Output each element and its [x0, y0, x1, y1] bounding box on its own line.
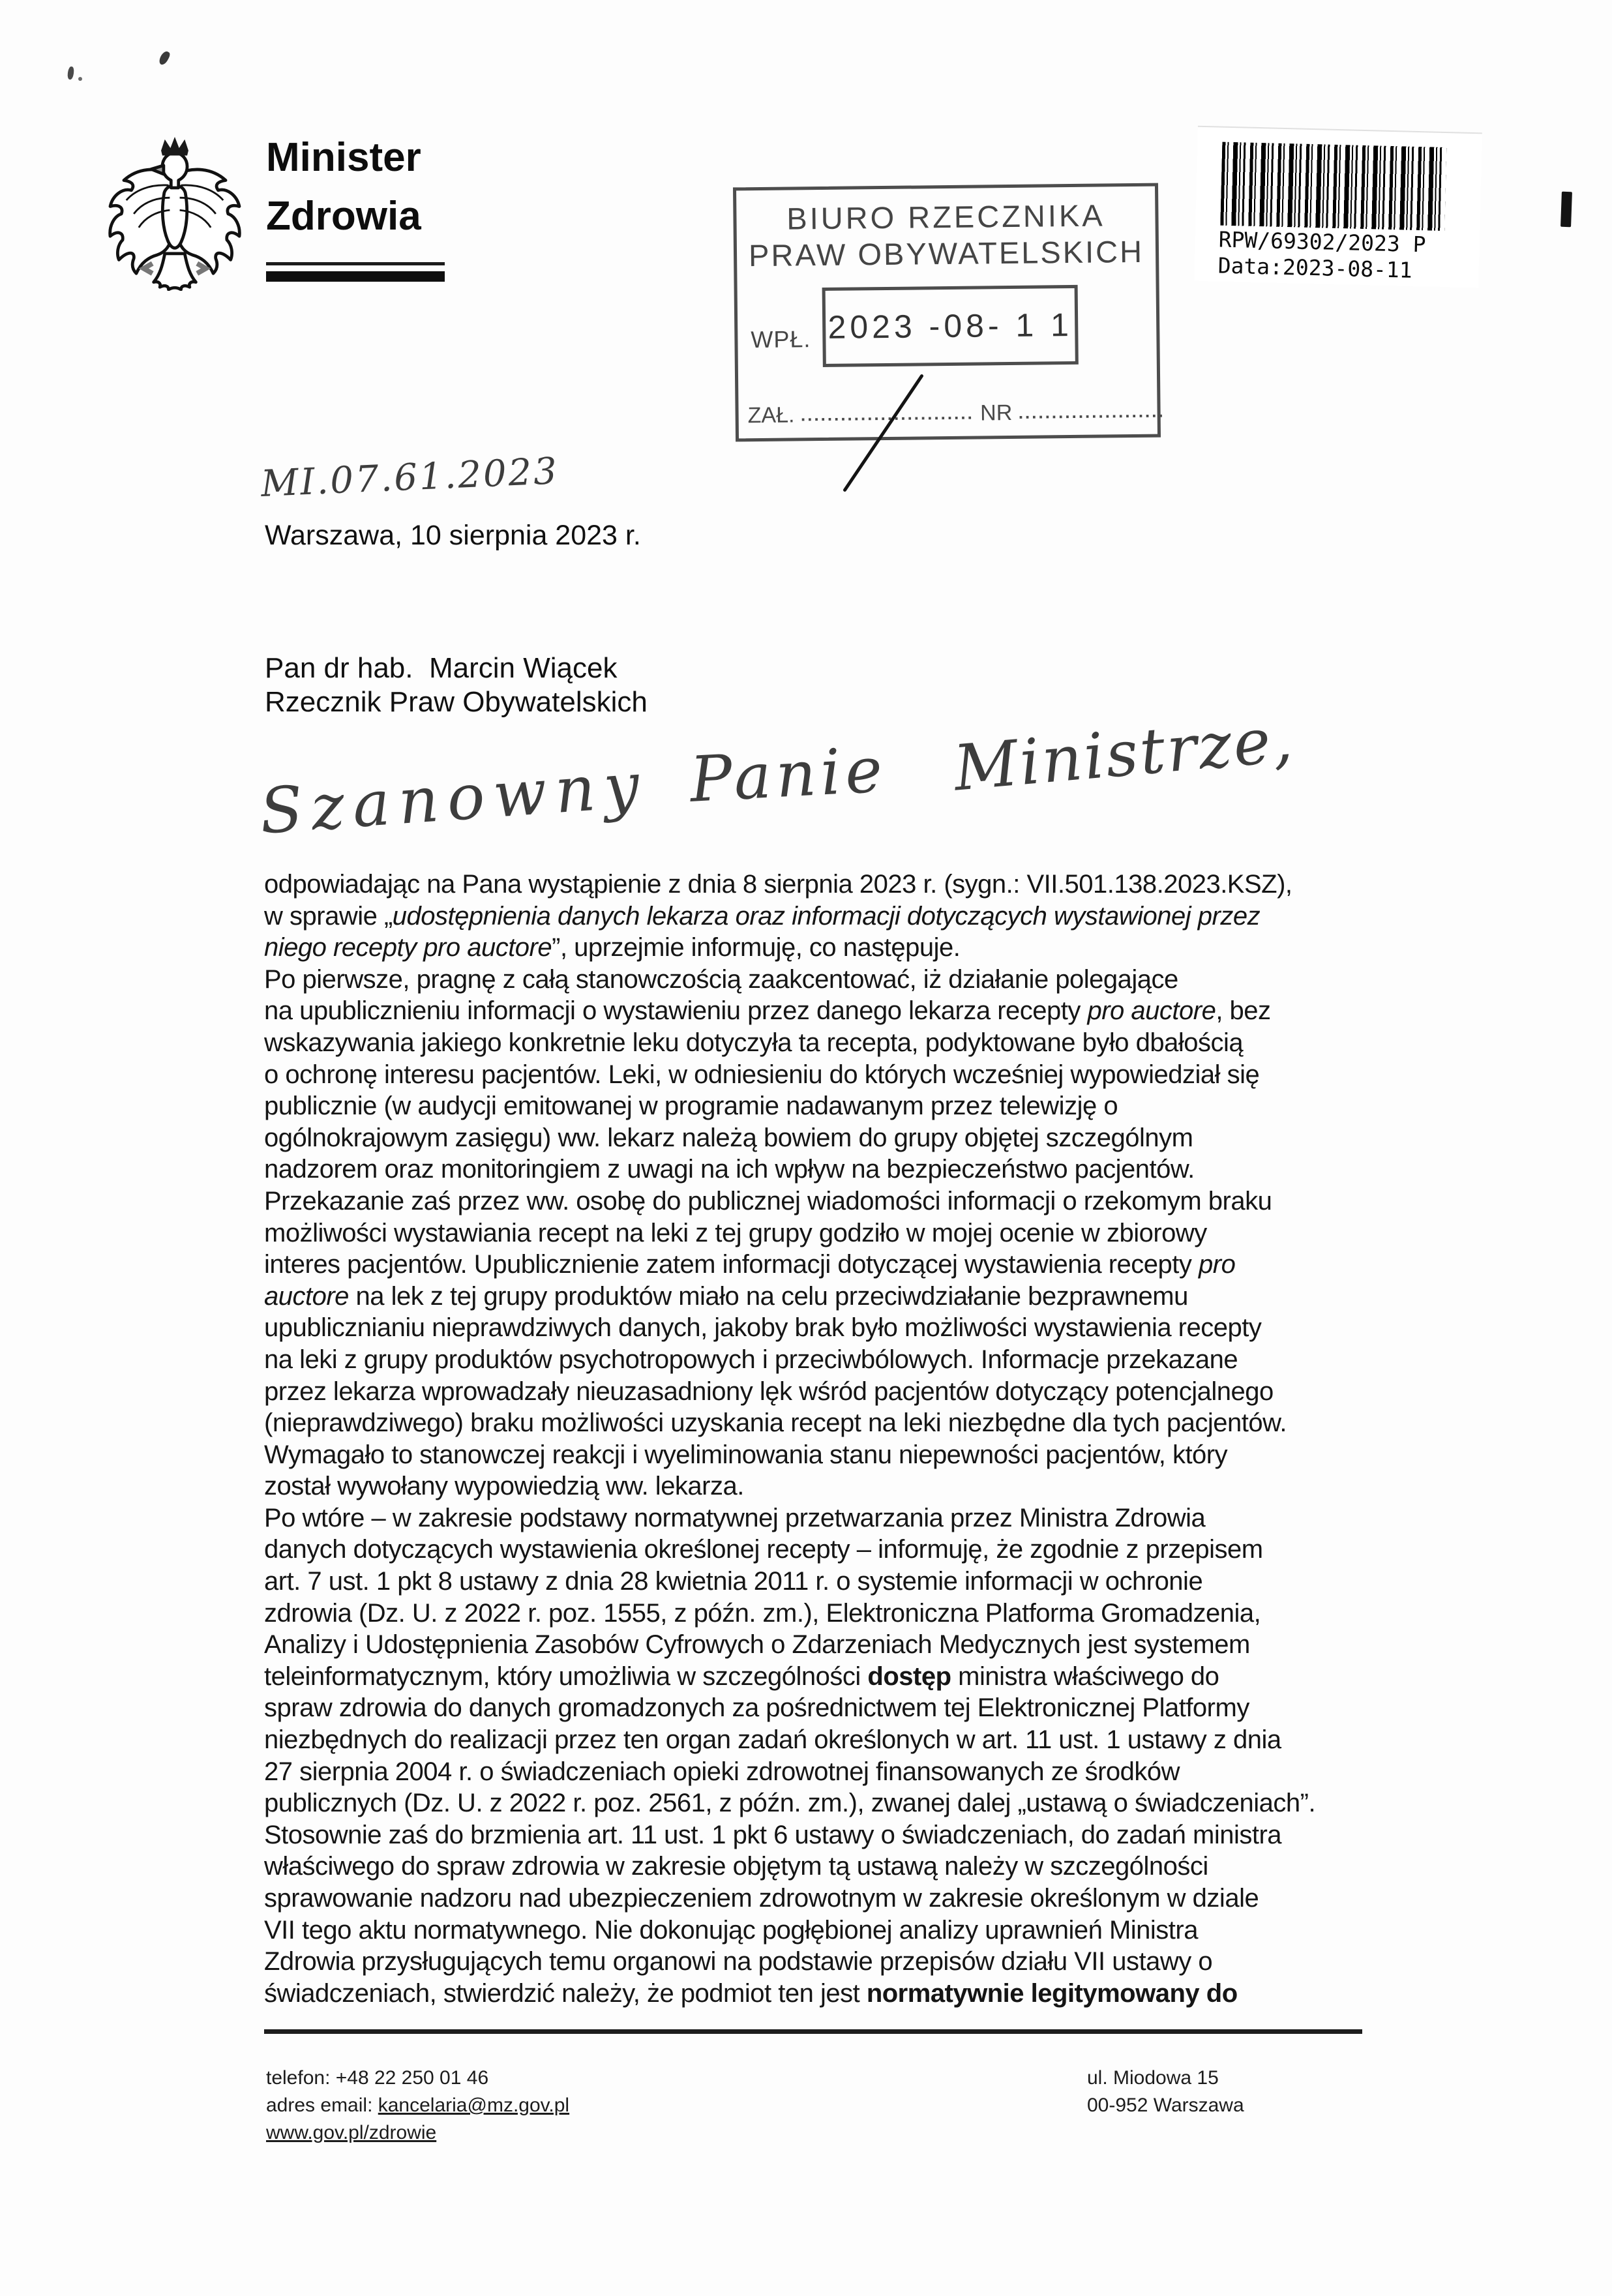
body-line: [264, 1154, 1412, 1185]
handwritten-reference: MI.07.61.2023: [260, 450, 560, 505]
addressee-title: Rzecznik Praw Obywatelskich: [265, 686, 648, 718]
body-line: [264, 1978, 1412, 2010]
body-segment: (nieprawdziwego) braku możliwości uzyskania recept na leki niezbędne dla tych pacjentów.: [264, 1409, 1287, 1438]
body-segment: teleinformatycznym, który umożliwia w szczególności: [264, 1662, 868, 1691]
body-segment: Po wtóre – w zakresie podstawy normatywnej przetwarzania przez Ministra Zdrowia: [264, 1503, 1206, 1532]
scan-speck: [67, 66, 75, 80]
body-segment: sprawowanie nadzoru nad ubezpieczeniem zdrowotnym w zakresie określonym w dziale: [264, 1884, 1259, 1913]
body-line: [264, 1217, 1412, 1249]
footer-website-link[interactable]: www.gov.pl/zdrowie: [266, 2122, 437, 2143]
stamp-office-line1: BIURO RZECZNIKA: [786, 198, 1105, 236]
body-segment: publicznie (w audycji emitowanej w programie nadawanym przez telewizję o: [264, 1092, 1118, 1121]
body-segment: auctore: [264, 1281, 349, 1311]
scan-speck: [78, 77, 82, 81]
letterhead-rule-thick: [266, 271, 445, 282]
body-segment: Analizy i Udostępnienia Zasobów Cyfrowych o Zdarzeniach Medycznych jest systemem: [264, 1630, 1250, 1660]
body-line: [264, 1724, 1412, 1756]
body-segment: dostęp: [867, 1662, 951, 1691]
stamp-number-leader: ......................: [1018, 401, 1165, 423]
body-line: [264, 1661, 1412, 1693]
body-line: [264, 932, 1412, 964]
sender-name-line2: Zdrowia: [266, 194, 421, 239]
body-line: [264, 869, 1412, 901]
body-segment: pro auctore: [1087, 996, 1216, 1026]
body-segment: danych dotyczących wystawienia określonej recepty – informuję, że zgodnie z przepisem: [264, 1535, 1263, 1564]
body-line: [264, 964, 1412, 996]
body-segment: na upublicznieniu informacji o wystawieniu przez danego lekarza recepty: [264, 996, 1088, 1026]
footer-website-line: [266, 2122, 436, 2144]
footer-phone: telefon: +48 22 250 01 46: [266, 2067, 489, 2089]
body-segment: spraw zdrowia do danych gromadzonych za pośrednictwem tej Elektronicznej Platformy: [264, 1693, 1249, 1723]
body-line: [264, 1819, 1412, 1851]
body-line: [264, 1946, 1412, 1978]
body-segment: pro: [1199, 1250, 1236, 1279]
stamp-attachments-leader: ..........................: [800, 403, 974, 425]
body-segment: wskazywania jakiego konkretnie leku dotyczyła ta recepta, podyktowane było dbałością: [264, 1028, 1244, 1057]
body-segment: w sprawie „: [264, 901, 393, 931]
footer-email-label: adres email:: [266, 2095, 378, 2116]
stamp-attachments-row: [747, 399, 1165, 428]
body-line: [264, 1534, 1412, 1566]
body-segment: odpowiadając na Pana wystąpienie z dnia 8 sierpnia 2023 r. (sygn.: VII.501.138.2023.KSZ),: [264, 870, 1292, 899]
body-segment: udostępnienia danych lekarza oraz informacji dotyczących wystawionej przez: [392, 901, 1261, 931]
body-segment: możliwości wystawiania recept na leki z tej grupy godziło w mojej ocenie w zbiorowy: [264, 1218, 1207, 1247]
body-segment: o ochronę interesu pacjentów. Leki, w odniesieniu do których wcześniej wypowiedział się: [264, 1060, 1260, 1089]
footer-address-line1: ul. Miodowa 15: [1087, 2067, 1219, 2089]
addressee-name: Pan dr hab. Marcin Wiącek: [265, 652, 618, 684]
footer-address-line2: 00-952 Warszawa: [1087, 2095, 1244, 2116]
body-line: [264, 1185, 1412, 1217]
body-segment: Przekazanie zaś przez ww. osobę do publicznej wiadomości informacji o rzekomym braku: [264, 1186, 1272, 1215]
footer-separator: [264, 2029, 1362, 2034]
barcode-code: RPW/69302/2023 P: [1218, 226, 1426, 258]
body-line: [264, 995, 1412, 1027]
body-line: [264, 1344, 1412, 1376]
barcode-label: [1194, 126, 1482, 288]
body-segment: Stosownie zaś do brzmienia art. 11 ust. 1 pkt 6 ustawy o świadczeniach, do zadań ministra: [264, 1820, 1282, 1849]
body-line: [264, 1059, 1412, 1091]
body-segment: publicznych (Dz. U. z 2022 r. poz. 2561, z późn. zm.), zwanej dalej „ustawą o świadczeniach”.: [264, 1789, 1316, 1818]
body-line: [264, 1629, 1412, 1661]
body-segment: zdrowia (Dz. U. z 2022 r. poz. 1555, z późn. zm.), Elektroniczna Platforma Gromadzenia,: [264, 1598, 1261, 1628]
body-line: [264, 1756, 1412, 1788]
body-line: [264, 1915, 1412, 1946]
body-segment: ministra właściwego do: [951, 1662, 1219, 1691]
stamp-received-label: WPŁ.: [751, 325, 811, 353]
dateline: Warszawa, 10 sierpnia 2023 r.: [265, 520, 641, 551]
body-line: [264, 1027, 1412, 1059]
body-line: [264, 1692, 1412, 1724]
body-text: [264, 869, 1412, 2009]
barcode-icon: [1220, 142, 1446, 231]
body-line: [264, 1312, 1412, 1344]
body-segment: na leki z grupy produktów psychotropowych i przeciwbólowych. Informacje przekazane: [264, 1345, 1238, 1374]
body-segment: upublicznianiu nieprawdziwych danych, jakoby brak było możliwości wystawienia recepty: [264, 1313, 1262, 1343]
body-segment: właściwego do spraw zdrowia w zakresie objętym tą ustawą należy w szczególności: [264, 1852, 1208, 1881]
body-line: [264, 1439, 1412, 1471]
handwritten-salutation-word2: Panie: [688, 733, 889, 816]
body-segment: 27 sierpnia 2004 r. o świadczeniach opieki zdrowotnej finansowanych ze środków: [264, 1757, 1180, 1786]
letterhead-rule-thin: [266, 262, 445, 265]
body-line: [264, 1407, 1412, 1439]
body-line: [264, 1470, 1412, 1502]
footer-email-link[interactable]: kancelaria@mz.gov.pl: [378, 2095, 570, 2116]
stamp-date-box: [822, 285, 1079, 367]
footer-email-line: [266, 2095, 569, 2117]
body-segment: ogólnokrajowym zasięgu) ww. lekarz należą bowiem do grupy objętej szczególnym: [264, 1123, 1193, 1152]
body-segment: , bez: [1216, 996, 1271, 1026]
stamp-number-label: NR: [979, 400, 1013, 426]
body-line: [264, 1122, 1412, 1154]
body-segment: niego recepty pro auctore: [264, 933, 552, 962]
body-segment: Wymagało to stanowczej reakcji i wyeliminowania stanu niepewności pacjentów, który: [264, 1440, 1228, 1469]
scan-speck: [158, 50, 172, 66]
body-segment: na lek z tej grupy produktów miało na celu przeciwdziałanie bezprawnemu: [348, 1281, 1188, 1311]
stamp-office-line2: PRAW OBYWATELSKICH: [748, 233, 1144, 273]
body-line: [264, 1249, 1412, 1281]
body-line: [264, 1598, 1412, 1630]
body-segment: nadzorem oraz monitoringiem z uwagi na ich wpływ na bezpieczeństwo pacjentów.: [264, 1155, 1195, 1184]
body-segment: interes pacjentów. Upublicznienie zatem informacji dotyczącej wystawienia recepty: [264, 1250, 1199, 1279]
body-segment: przez lekarza wprowadzały nieuzasadniony lęk wśród pacjentów dotyczący potencjalnego: [264, 1377, 1274, 1406]
handwritten-salutation-word3: Ministrze,: [951, 702, 1298, 805]
stamp-attachments-label: ZAŁ.: [747, 402, 795, 428]
body-segment: VII tego aktu normatywnego. Nie dokonując pogłębionej analizy uprawnień Ministra: [264, 1915, 1198, 1945]
body-segment: niezbędnych do realizacji przez ten organ zadań określonych w art. 11 ust. 1 ustawy z dnia: [264, 1725, 1281, 1755]
body-segment: normatywnie legitymowany do: [866, 1978, 1238, 2008]
body-segment: art. 7 ust. 1 pkt 8 ustawy z dnia 28 kwietnia 2011 r. o systemie informacji w ochronie: [264, 1567, 1203, 1596]
body-line: [264, 1376, 1412, 1408]
body-line: [264, 1851, 1412, 1883]
body-line: [264, 901, 1412, 932]
coat-of-arms-eagle-icon: [98, 136, 252, 294]
body-line: [264, 1566, 1412, 1598]
handwritten-salutation-word1: Szanowny: [257, 748, 650, 848]
body-segment: Zdrowia przysługujących temu organowi na podstawie przepisów działu VII ustawy o: [264, 1947, 1213, 1976]
body-segment: Po pierwsze, pragnę z całą stanowczością zaakcentować, iż działanie polegające: [264, 964, 1178, 994]
page-edge-mark: [1560, 192, 1572, 228]
body-line: [264, 1502, 1412, 1534]
intake-stamp: [733, 183, 1165, 442]
body-line: [264, 1281, 1412, 1313]
sender-name-line1: Minister: [266, 135, 421, 180]
barcode-date: Data:2023-08-11: [1217, 252, 1413, 283]
body-segment: świadczeniach, stwierdzić należy, że podmiot ten jest: [264, 1978, 867, 2008]
body-segment: został wywołany wypowiedzią ww. lekarza.: [264, 1472, 744, 1501]
body-segment: ”, uprzejmie informuję, co następuje.: [552, 933, 961, 962]
stamp-received-date: 2023 -08- 1 1: [828, 306, 1073, 346]
body-line: [264, 1787, 1412, 1819]
body-line: [264, 1090, 1412, 1122]
body-line: [264, 1883, 1412, 1915]
